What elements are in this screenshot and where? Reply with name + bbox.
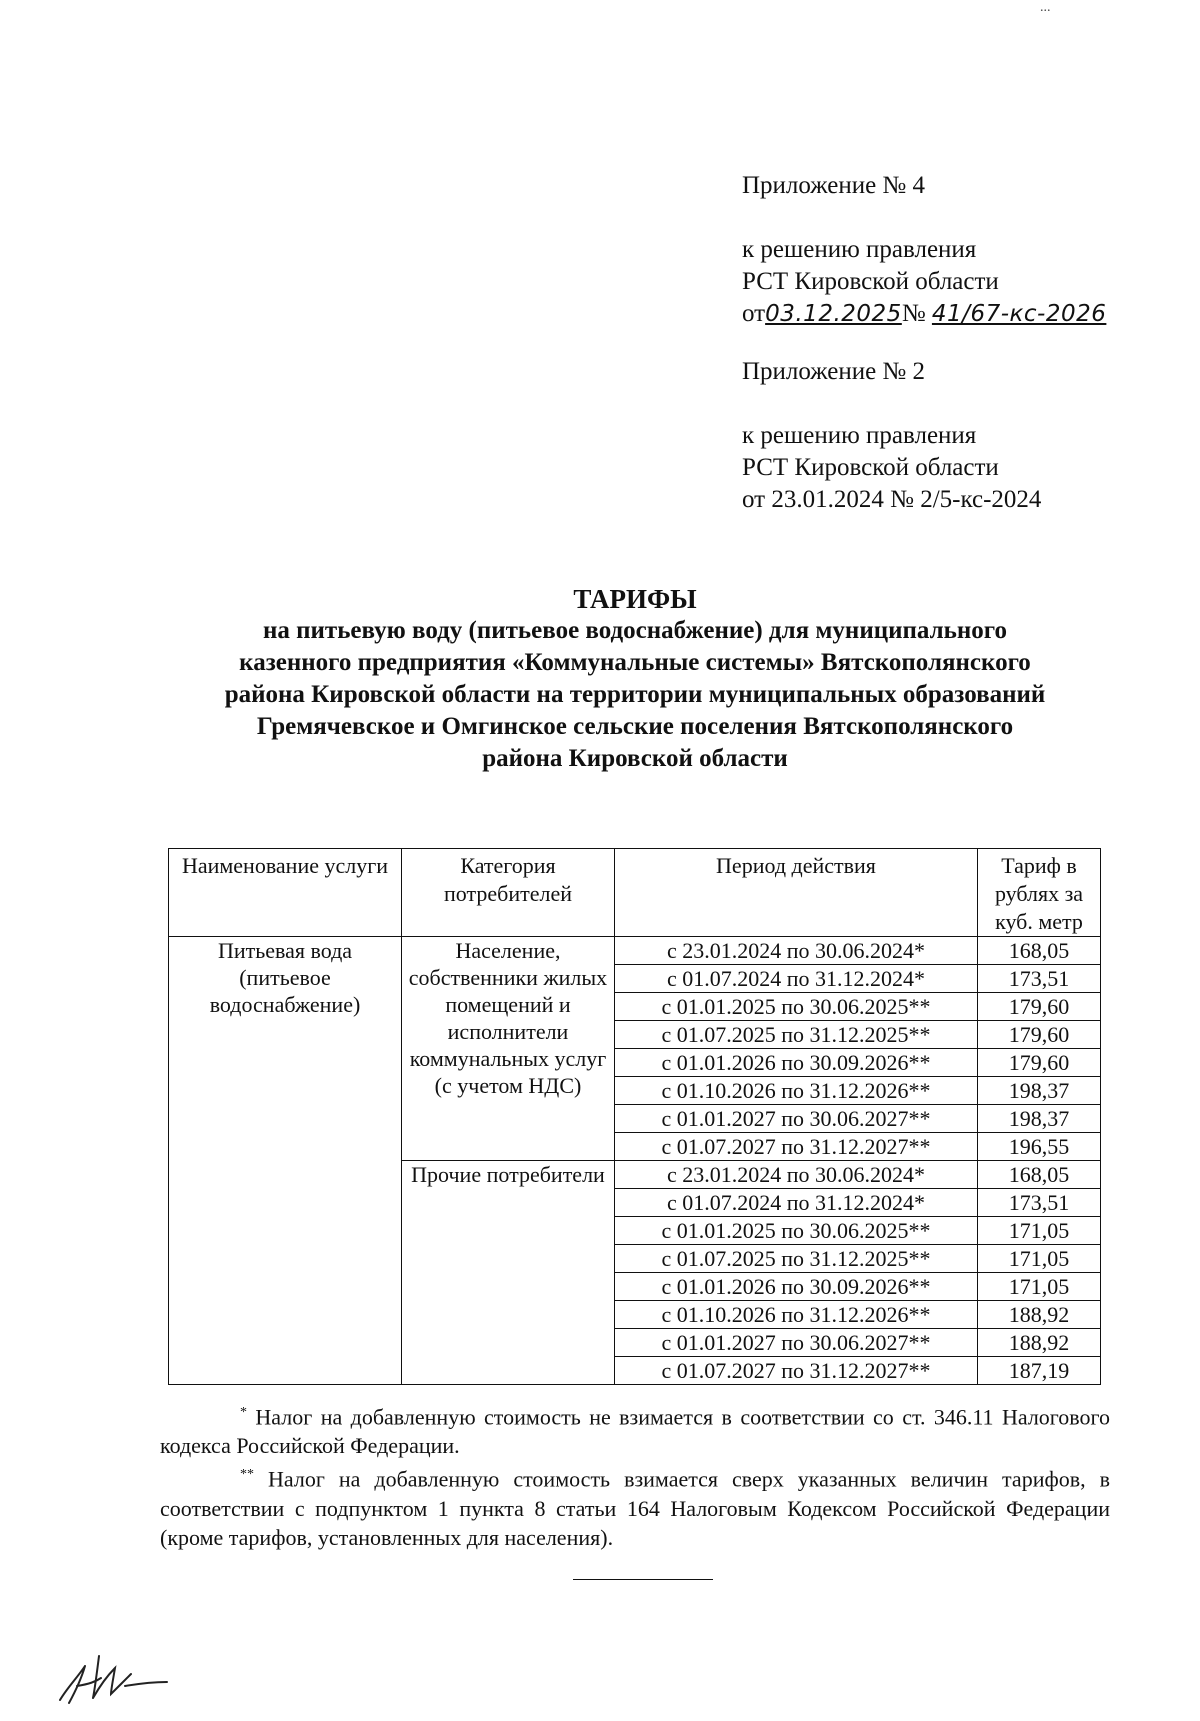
header-category: Категория потребителей [402, 849, 615, 937]
period-cell: с 01.07.2025 по 31.12.2025** [615, 1245, 978, 1273]
annex-4-number: 41/67-кс-2026 [931, 301, 1107, 327]
tariff-cell: 198,37 [978, 1105, 1101, 1133]
footnote-2-mark: ** [240, 1467, 254, 1483]
tariff-cell: 173,51 [978, 965, 1101, 993]
period-cell: с 01.07.2027 по 31.12.2027** [615, 1133, 978, 1161]
period-cell: с 01.01.2025 по 30.06.2025** [615, 1217, 978, 1245]
header-service: Наименование услуги [169, 849, 402, 937]
tariff-cell: 187,19 [978, 1357, 1101, 1385]
tariff-cell: 171,05 [978, 1245, 1101, 1273]
footnote-2 [160, 1460, 1110, 1551]
tariff-cell: 168,05 [978, 937, 1101, 965]
tariff-cell: 179,60 [978, 1021, 1101, 1049]
header-period: Период действия [615, 849, 978, 937]
category-population: Население, собственники жилых помещений и исполнители коммунальных услуг (с учетом НДС) [402, 937, 615, 1161]
annex-2-block [742, 356, 1041, 516]
annex-4-line1: к решению правления [742, 236, 977, 263]
service-name: Питьевая вода (питьевое водоснабжение) [169, 937, 402, 1385]
tariff-cell: 198,37 [978, 1077, 1101, 1105]
tariff-cell: 171,05 [978, 1273, 1101, 1301]
annex-4-line2: РСТ Кировской области [742, 268, 999, 295]
annex-4-line3 [742, 298, 1106, 330]
footnote-1-text: Налог на добавленную стоимость не взимается в соответствии со ст. 346.11 Налогового кодекса Российской Федерации. [160, 1404, 1110, 1459]
tariff-cell: 179,60 [978, 1049, 1101, 1077]
period-cell: с 01.01.2026 по 30.09.2026** [615, 1049, 978, 1077]
tariff-cell: 188,92 [978, 1329, 1101, 1357]
annex-2-title: Приложение № 2 [742, 358, 926, 385]
heading-title: ТАРИФЫ [573, 584, 697, 614]
tariff-cell: 179,60 [978, 993, 1101, 1021]
footnote-1 [160, 1398, 1110, 1460]
document-heading [160, 583, 1110, 775]
annex-2-line1: к решению правления [742, 422, 977, 449]
category-other: Прочие потребители [402, 1161, 615, 1385]
tariff-cell: 171,05 [978, 1217, 1101, 1245]
heading-line: казенного предприятия «Коммунальные системы» Вятскополянского [239, 649, 1031, 676]
tariff-cell: 188,92 [978, 1301, 1101, 1329]
heading-line: на питьевую воду (питьевое водоснабжение) для муниципального [262, 617, 1008, 644]
period-cell: с 01.01.2027 по 30.06.2027** [615, 1329, 978, 1357]
tariff-table [168, 848, 1101, 1385]
annex-4-num-prefix: № [901, 300, 926, 327]
annex-2-line2: РСТ Кировской области [742, 454, 999, 481]
signature-image [55, 1648, 175, 1708]
period-cell: с 01.01.2027 по 30.06.2027** [615, 1105, 978, 1133]
annex-4-block [742, 170, 1106, 330]
period-cell: с 01.01.2025 по 30.06.2025** [615, 993, 978, 1021]
period-cell: с 23.01.2024 по 30.06.2024* [615, 1161, 978, 1189]
period-cell: с 01.07.2024 по 31.12.2024* [615, 965, 978, 993]
footnotes [160, 1398, 1110, 1552]
period-cell: с 01.01.2026 по 30.09.2026** [615, 1273, 978, 1301]
top-edge-mark: ... [1040, 0, 1051, 15]
period-cell: с 01.07.2027 по 31.12.2027** [615, 1357, 978, 1385]
annex-4-title: Приложение № 4 [742, 172, 926, 199]
period-cell: с 01.10.2026 по 31.12.2026** [615, 1301, 978, 1329]
heading-line: района Кировской области на территории муниципальных образований [224, 681, 1046, 708]
heading-line: района Кировской области [482, 745, 788, 772]
annex-4-from-prefix: от [742, 300, 766, 327]
footnote-1-mark: * [240, 1405, 247, 1420]
separator-line [573, 1579, 713, 1580]
footnote-2-text: Налог на добавленную стоимость взимается сверх указанных величин тарифов, в соответствии с подпунктом 1 пункта 8 статьи 164 Налоговым Кодексом Российской Федерации (кроме тарифов, установленных для населения). [160, 1466, 1110, 1550]
annex-4-date: 03.12.2025 [765, 301, 902, 327]
period-cell: с 23.01.2024 по 30.06.2024* [615, 937, 978, 965]
annex-2-line3: от 23.01.2024 № 2/5-кс-2024 [742, 486, 1042, 513]
heading-line: Гремячевское и Омгинское сельские поселения Вятскополянского [256, 713, 1014, 740]
period-cell: с 01.07.2025 по 31.12.2025** [615, 1021, 978, 1049]
table-header-row [169, 849, 1101, 937]
tariff-cell: 173,51 [978, 1189, 1101, 1217]
period-cell: с 01.10.2026 по 31.12.2026** [615, 1077, 978, 1105]
tariff-cell: 196,55 [978, 1133, 1101, 1161]
header-tariff: Тариф в рублях за куб. метр [978, 849, 1101, 937]
tariff-cell: 168,05 [978, 1161, 1101, 1189]
table-row [169, 937, 1101, 965]
period-cell: с 01.07.2024 по 31.12.2024* [615, 1189, 978, 1217]
